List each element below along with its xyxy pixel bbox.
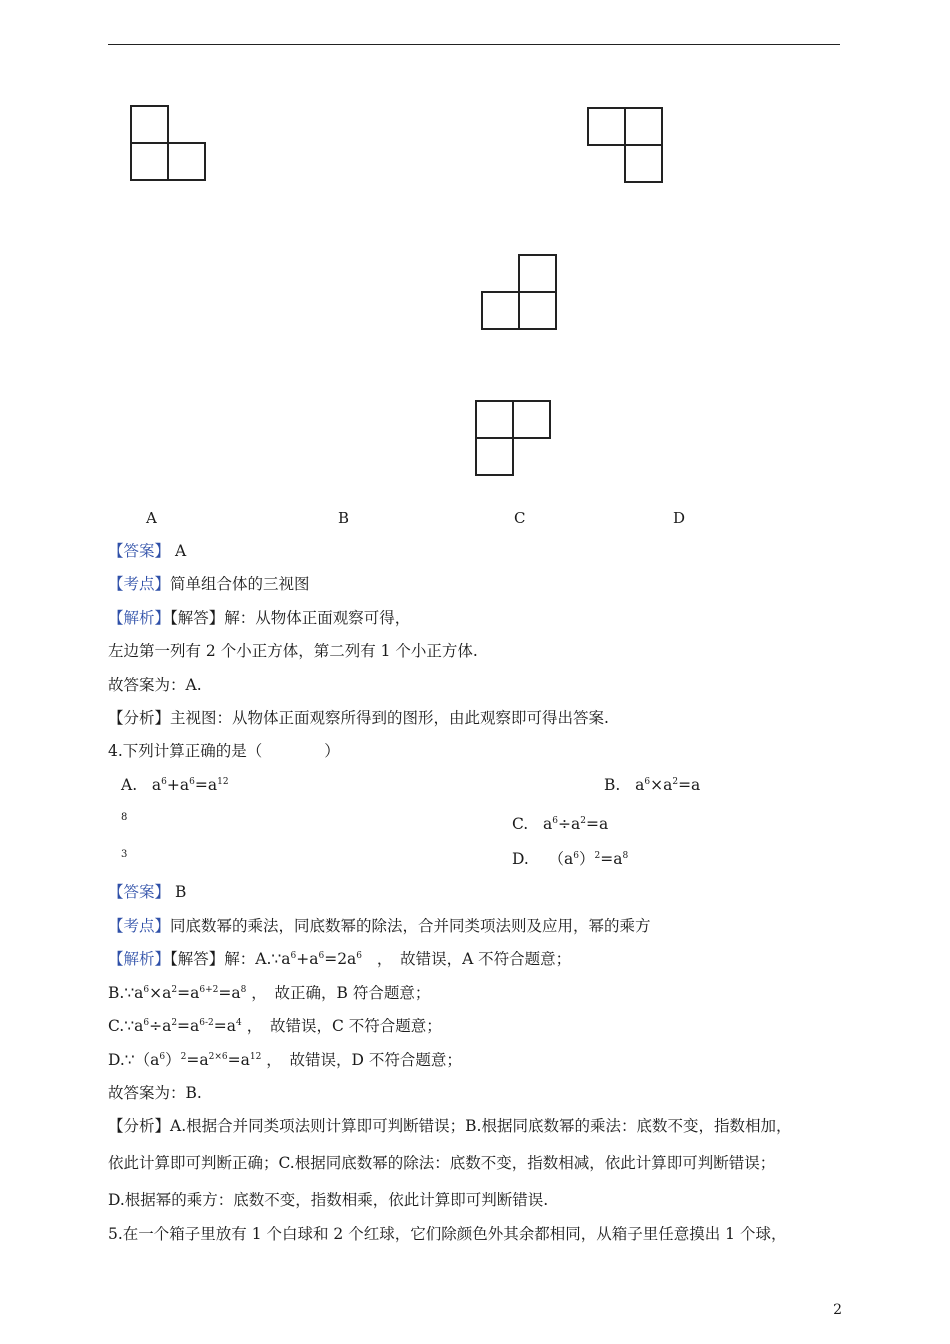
q4-point-line xyxy=(108,916,651,936)
fig-b-shape xyxy=(585,105,665,185)
fig-b-square xyxy=(588,108,625,145)
fig-b-square xyxy=(625,145,662,182)
q4-analysis-a-lead: 【解答】解：A. xyxy=(170,950,272,968)
fig-a-square xyxy=(131,106,168,143)
analysis-tag: 【解析】 xyxy=(108,950,171,968)
q4-stray-8: 8 xyxy=(121,812,128,823)
fig-b-square xyxy=(625,108,662,145)
fenxi-tag: 【分析】 xyxy=(108,709,171,727)
q4-analysis-d-tail: ， 故错误，D 不符合题意； xyxy=(266,1051,462,1069)
figure-label-d: D xyxy=(673,509,686,527)
q4-answer-value: B xyxy=(174,883,187,901)
fig-c-shape xyxy=(479,252,559,332)
fig-c-square xyxy=(519,255,556,292)
point-tag: 【考点】 xyxy=(108,575,171,593)
q4-option-d: D. $(a^6)^2=a^8$ xyxy=(512,850,629,868)
fig-a-square xyxy=(131,143,168,180)
q4-stray-3: 3 xyxy=(121,849,128,860)
figure-label-a: A xyxy=(146,509,157,527)
fig-a-shape xyxy=(128,102,208,184)
q3-fenxi-line xyxy=(108,708,609,728)
q4-point-text: 同底数幂的乘法，同底数幂的除法，合并同类项法则及应用，幂的乘方 xyxy=(170,917,651,935)
q3-point-text: 简单组合体的三视图 xyxy=(170,575,310,593)
q4-option-a-label: A. xyxy=(121,776,138,794)
q4-analysis-line-b: $B.\because a^6\times a^2=a^{6+2}=a^8$ ， 故正确，B 符合题意； xyxy=(108,984,431,1002)
q4-option-d-label: D. xyxy=(512,850,529,868)
fig-a-square xyxy=(168,143,205,180)
fig-d-square xyxy=(476,401,513,438)
point-tag: 【考点】 xyxy=(108,917,171,935)
q3-fenxi-text: 主视图：从物体正面观察所得到的图形，由此观察即可得出答案. xyxy=(170,709,609,727)
fig-c-square xyxy=(482,292,519,329)
q4-answer-line xyxy=(108,882,186,902)
q3-analysis-text-3: 故答案为：A. xyxy=(108,676,202,694)
page-number: 2 xyxy=(833,1302,842,1318)
answer-tag: 【答案】 xyxy=(108,883,171,901)
q3-answer-value: A xyxy=(174,542,187,560)
q4-stem: 4.下列计算正确的是（ ） xyxy=(108,742,340,760)
header-rule xyxy=(108,44,840,45)
q3-point-line xyxy=(108,574,310,594)
q4-conclusion: 故答案为：B. xyxy=(108,1084,202,1102)
q4-analysis-line-c: $C.\because a^6\div a^2=a^{6-2}=a^4$ ， 故错误，C 不符合题意； xyxy=(108,1017,442,1035)
figure-option-b xyxy=(585,105,665,185)
q4-analysis-c-tail: ， 故错误，C 不符合题意； xyxy=(246,1017,442,1035)
analysis-tag: 【解析】 xyxy=(108,609,171,627)
fig-c-square xyxy=(519,292,556,329)
figure-option-d xyxy=(473,398,553,478)
answer-tag: 【答案】 xyxy=(108,542,171,560)
fig-d-square xyxy=(513,401,550,438)
q3-analysis-line xyxy=(108,608,410,628)
q4-option-c-label: C. xyxy=(512,815,529,833)
q5-stem: 5.在一个箱子里放有 1 个白球和 2 个红球，它们除颜色外其余都相同，从箱子里任意摸出 1 个球， xyxy=(108,1225,787,1243)
q4-fenxi-text-1: A.根据合并同类项法则计算即可判断错误；B.根据同底数幂的乘法：底数不变，指数相加， xyxy=(170,1117,792,1135)
figure-label-c: C xyxy=(514,509,526,527)
figure-label-b: B xyxy=(338,509,350,527)
q4-analysis-a-tail: ， 故错误，A 不符合题意； xyxy=(376,950,572,968)
q3-analysis-text-2: 左边第一列有 2 个小正方体，第二列有 1 个小正方体. xyxy=(108,642,478,660)
figure-option-a xyxy=(128,102,208,184)
q4-option-c: C. $a^6\div a^2=a$ xyxy=(512,815,609,833)
q3-answer-line xyxy=(108,541,186,561)
fenxi-tag: 【分析】 xyxy=(108,1117,171,1135)
q4-fenxi-text-2: 依此计算即可判断正确；C.根据同底数幂的除法：底数不变，指数相减，依此计算即可判断错误； xyxy=(108,1154,776,1172)
q4-fenxi-line-1 xyxy=(108,1116,791,1136)
fig-d-square xyxy=(476,438,513,475)
q4-option-a: A. $a^6+a^6=a^{12}$ xyxy=(121,776,229,794)
q4-analysis-line-a: 【解析】【解答】解：$A.\because a^6+a^6=2a^6$ ， 故错误，A 不符合题意； xyxy=(108,950,572,968)
q3-analysis-text-1: 【解答】解：从物体正面观察可得， xyxy=(170,609,411,627)
q4-analysis-b-tail: ， 故正确，B 符合题意； xyxy=(251,984,431,1002)
q4-analysis-line-d: $D.\because(a^6)^2=a^{2\times 6}=a^{12}$ ， 故错误，D 不符合题意； xyxy=(108,1051,462,1069)
fig-d-shape xyxy=(473,398,553,478)
q4-option-b: B. $a^6\times a^2=a$ xyxy=(604,776,701,794)
q4-option-b-label: B. xyxy=(604,776,621,794)
figure-option-c xyxy=(479,252,559,332)
q4-fenxi-text-3: D.根据幂的乘方：底数不变，指数相乘，依此计算即可判断错误. xyxy=(108,1191,549,1209)
